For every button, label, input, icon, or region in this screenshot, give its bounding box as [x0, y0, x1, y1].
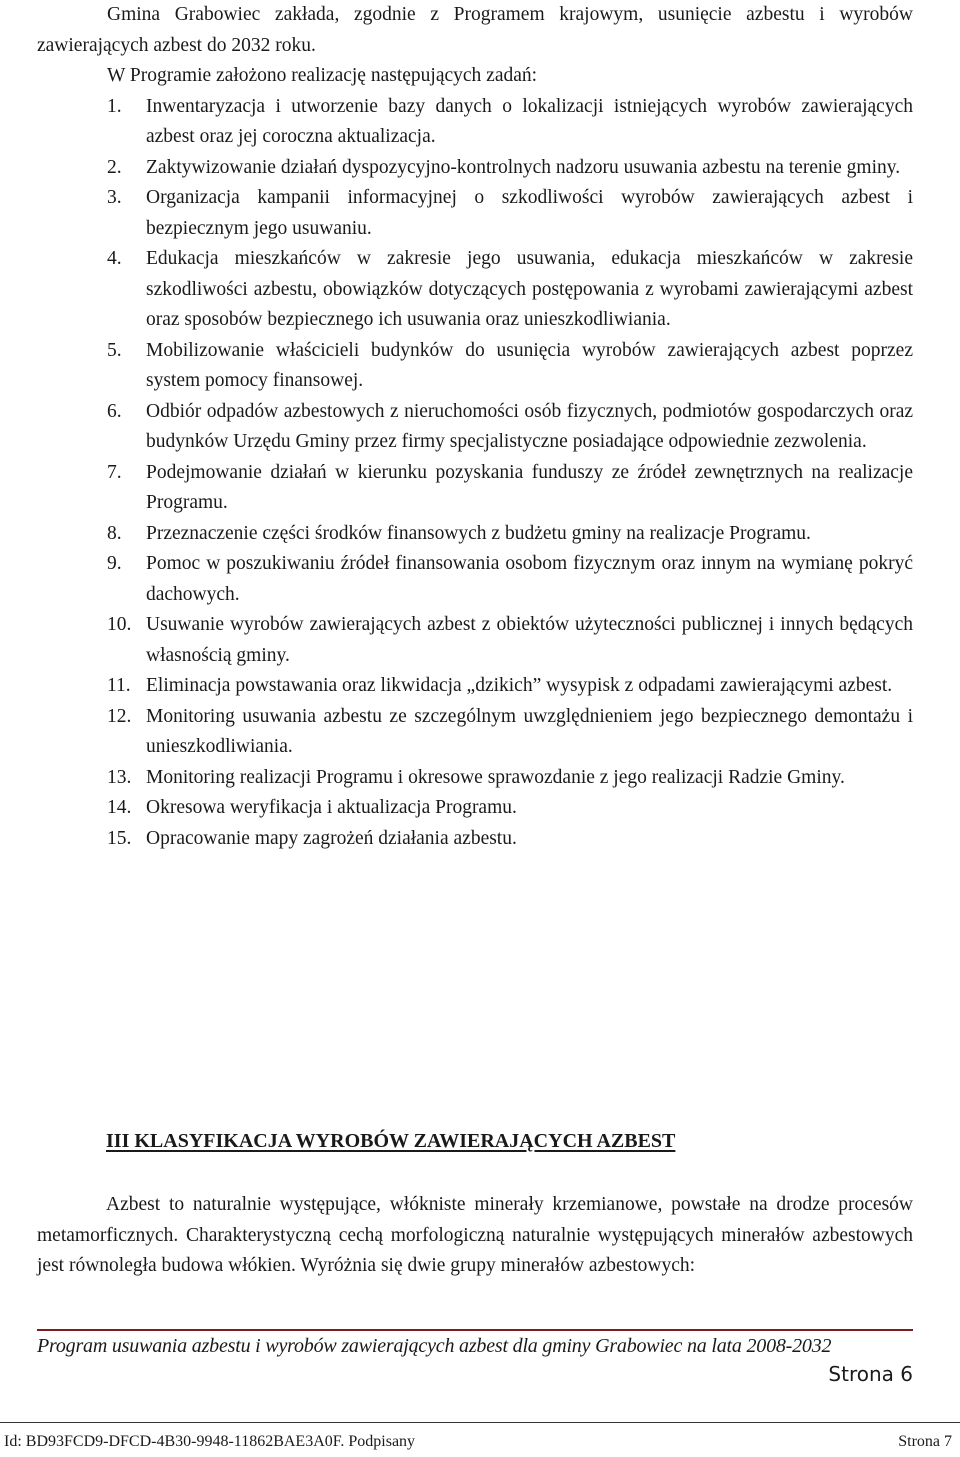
list-item-number: 4. — [107, 248, 122, 269]
bottom-page-number: Strona 7 — [898, 1433, 952, 1450]
list-item-text: Pomoc w poszukiwaniu źródeł finansowania osobom fizycznym oraz innym na wymianę pokryć dachowych. — [146, 553, 913, 605]
list-item-number: 12. — [107, 705, 132, 727]
list-item — [37, 549, 913, 610]
list-item-number: 11. — [107, 675, 131, 696]
list-item-number: 7. — [107, 461, 122, 483]
list-item-number: 6. — [107, 400, 122, 422]
list-item-text: Podejmowanie działań w kierunku pozyskania funduszy ze źródeł zewnętrznych na realizacje Programu. — [146, 461, 913, 513]
list-item-text: Przeznaczenie części środków finansowych z budżetu gminy na realizacje Programu. — [146, 522, 811, 544]
document-page — [37, 0, 913, 854]
list-item-text: Okresowa weryfikacja i aktualizacja Programu. — [146, 797, 517, 818]
section-heading: III KLASYFIKACJA WYROBÓW ZAWIERAJĄCYCH AZBEST — [106, 1130, 676, 1152]
list-item — [37, 610, 913, 671]
list-item — [37, 671, 913, 702]
list-item-number: 10. — [107, 614, 132, 635]
list-item — [37, 183, 913, 244]
list-item-number: 5. — [107, 339, 122, 361]
list-item-text: Mobilizowanie właścicieli budynków do usunięcia wyrobów zawierających azbest poprzez system pomocy finansowej. — [146, 339, 913, 391]
footer-page-number: Strona 6 — [828, 1362, 913, 1386]
list-item — [37, 92, 913, 153]
list-item-number: 1. — [107, 95, 122, 117]
list-item-text: Organizacja kampanii informacyjnej o szkodliwości wyrobów zawierających azbest i bezpiecznym jego usuwaniu. — [146, 187, 913, 239]
list-item — [37, 153, 913, 184]
list-item-text: Monitoring realizacji Programu i okresowe sprawozdanie z jego realizacji Radzie Gminy. — [146, 766, 845, 788]
list-item-number: 14. — [107, 797, 132, 818]
task-list — [37, 92, 913, 855]
list-item-text: Inwentaryzacja i utworzenie bazy danych o lokalizacji istniejących wyrobów zawierających azbest oraz jej coroczna aktualizacja. — [146, 95, 913, 147]
list-item-text: Zaktywizowanie działań dyspozycyjno-kontrolnych nadzoru usuwania azbestu na terenie gminy. — [146, 156, 901, 178]
list-item-text: Eliminacja powstawania oraz likwidacja „dzikich” wysypisk z odpadami zawierającymi azbest. — [146, 675, 893, 696]
list-item-number: 2. — [107, 156, 122, 178]
list-item — [37, 793, 913, 824]
list-item — [37, 763, 913, 794]
list-item — [37, 458, 913, 519]
document-id: Id: BD93FCD9-DFCD-4B30-9948-11862BAE3A0F. Podpisany — [4, 1433, 416, 1450]
bottom-divider — [0, 1422, 960, 1423]
footer-divider — [37, 1329, 913, 1331]
list-item — [37, 824, 913, 855]
list-item-number: 3. — [107, 187, 122, 208]
list-item-text: Edukacja mieszkańców w zakresie jego usuwania, edukacja mieszkańców w zakresie szkodliwości azbestu, obowiązków dotyczących postępowania z wyrobami zawierającymi azbest oraz sposobów bezpiecznego ich usuwania oraz unieszkodliwiania. — [146, 248, 913, 330]
list-item-number: 13. — [107, 766, 132, 788]
footer-title: Program usuwania azbestu i wyrobów zawierających azbest dla gminy Grabowiec na lata 2008-2032 — [37, 1335, 832, 1357]
section-paragraph: Azbest to naturalnie występujące, włókniste minerały krzemianowe, powstałe na drodze procesów metamorficznych. Charakterystyczną cechą morfologiczną naturalnie występujących minerałów azbestowych jest równoległa budowa włókien. Wyróżnia się dwie grupy minerałów azbestowych: — [37, 1194, 913, 1276]
intro-tasks-lead: W Programie założono realizację następujących zadań: — [107, 65, 538, 86]
list-item-text: Monitoring usuwania azbestu ze szczególnym uwzględnieniem jego bezpiecznego demontażu i unieszkodliwiania. — [146, 705, 913, 757]
list-item-number: 9. — [107, 553, 122, 574]
intro-block — [37, 0, 913, 92]
list-item — [37, 336, 913, 397]
list-item-number: 8. — [107, 522, 122, 544]
list-item — [37, 702, 913, 763]
list-item-text: Usuwanie wyrobów zawierających azbest z obiektów użyteczności publicznej i innych będących własnością gminy. — [146, 614, 913, 666]
list-item — [37, 397, 913, 458]
list-item-text: Opracowanie mapy zagrożeń działania azbestu. — [146, 827, 517, 849]
list-item-number: 15. — [107, 827, 132, 849]
intro-paragraph: Gmina Grabowiec zakłada, zgodnie z Programem krajowym, usunięcie azbestu i wyrobów zawierających azbest do 2032 roku. — [37, 4, 913, 56]
list-item-text: Odbiór odpadów azbestowych z nieruchomości osób fizycznych, podmiotów gospodarczych oraz budynków Urzędu Gminy przez firmy specjalistyczne posiadające odpowiednie zezwolenia. — [146, 400, 913, 452]
list-item — [37, 519, 913, 550]
list-item — [37, 244, 913, 336]
